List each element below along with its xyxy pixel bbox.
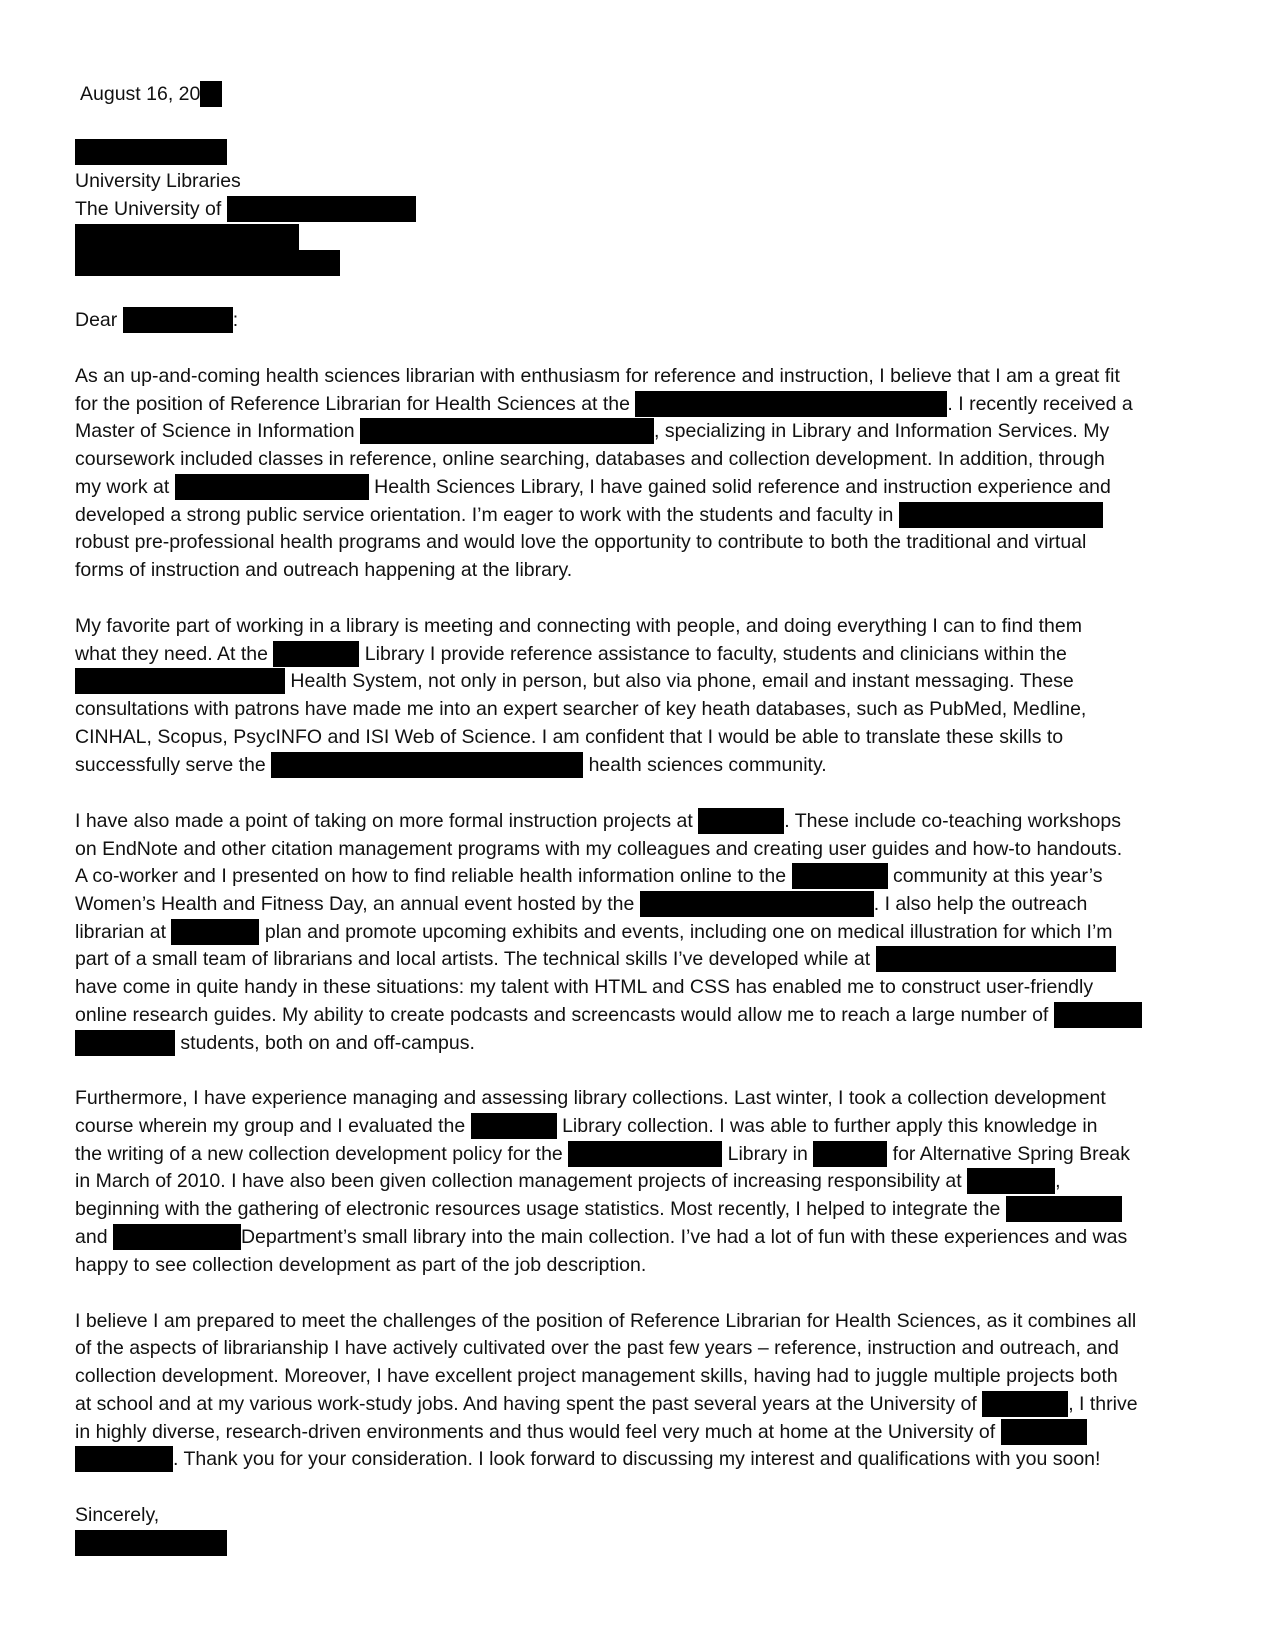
letter-line: happy to see collection development as part of the job description. — [75, 1254, 647, 1276]
redaction-bar — [698, 808, 784, 834]
letter-line: course wherein my group and I evaluated the Library collection. I was able to further apply this knowledge in — [75, 1115, 1098, 1137]
letter-line: Master of Science in Information , specializing in Library and Information Services. My — [75, 420, 1110, 442]
redaction-bar — [635, 391, 947, 417]
redaction-bar — [1001, 1419, 1087, 1445]
letter-line: online research guides. My ability to create podcasts and screencasts would allow me to reach a large number of — [75, 1002, 1142, 1028]
letter-line: students, both on and off-campus. — [75, 1030, 475, 1056]
letter-line: robust pre-professional health programs and would love the opportunity to contribute to both the traditional and virtual — [75, 531, 1087, 553]
redaction-bar — [792, 863, 888, 889]
letter-line: coursework included classes in reference, online searching, databases and collection development. In addition, through — [75, 448, 1105, 470]
redaction-bar — [75, 250, 340, 276]
salutation: Dear : — [75, 309, 239, 331]
redaction-bar — [568, 1141, 722, 1167]
redaction-bar — [1054, 1002, 1142, 1028]
letter-line: CINHAL, Scopus, PsycINFO and ISI Web of Science. I am confident that I would be able to translate these skills to — [75, 726, 1064, 748]
redaction-bar — [360, 418, 654, 444]
redaction-bar — [200, 81, 222, 107]
redaction-bar — [75, 224, 299, 250]
letter-line: and Department’s small library into the main collection. I’ve had a lot of fun with these experiences and was — [75, 1226, 1128, 1248]
redaction-bar — [75, 139, 227, 165]
redaction-bar — [273, 641, 359, 667]
letter-line: of the aspects of librarianship I have actively cultivated over the past few years – reference, instruction and outreach, and — [75, 1337, 1119, 1359]
redaction-bar — [813, 1141, 887, 1167]
letter-line: A co-worker and I presented on how to find reliable health information online to the community at this year’s — [75, 865, 1103, 887]
redaction-bar — [967, 1168, 1055, 1194]
letter-line: at school and at my various work-study jobs. And having spent the past several years at the University of , I thrive — [75, 1393, 1138, 1415]
redaction-bar — [171, 919, 259, 945]
redaction-bar — [175, 474, 369, 500]
letter-line: consultations with patrons have made me into an expert searcher of key heath databases, such as PubMed, Medline, — [75, 698, 1087, 720]
letter-line: for the position of Reference Librarian for Health Sciences at the . I recently received a — [75, 393, 1133, 415]
letter-line: forms of instruction and outreach happening at the library. — [75, 559, 573, 581]
letter-line: Furthermore, I have experience managing and assessing library collections. Last winter, I took a collection development — [75, 1087, 1106, 1109]
signature-redaction — [75, 1530, 227, 1556]
redaction-bar — [982, 1391, 1068, 1417]
letter-line: As an up-and-coming health sciences librarian with enthusiasm for reference and instruction, I believe that I am a great fit — [75, 365, 1120, 387]
letter-line: in highly diverse, research-driven environments and thus would feel very much at home at the University of — [75, 1419, 1087, 1445]
redaction-bar — [227, 196, 416, 222]
letter-line: My favorite part of working in a library is meeting and connecting with people, and doing everything I can to find them — [75, 615, 1082, 637]
redaction-bar — [75, 1030, 175, 1056]
letter-line: the writing of a new collection development policy for the Library in for Alternative Spring Break — [75, 1143, 1131, 1165]
letter-line: librarian at plan and promote upcoming exhibits and events, including one on medical illustration for which I’m — [75, 921, 1113, 943]
redaction-bar — [640, 891, 874, 917]
recipient-line: The University of — [75, 196, 416, 222]
letter-line: have come in quite handy in these situations: my talent with HTML and CSS has enabled me to construct user-friendly — [75, 976, 1094, 998]
redaction-bar — [876, 946, 1116, 972]
letter-line: I believe I am prepared to meet the challenges of the position of Reference Librarian for Health Sciences, as it combines all — [75, 1310, 1137, 1332]
redaction-bar — [113, 1224, 241, 1250]
redaction-bar — [471, 1113, 557, 1139]
letter-line: . Thank you for your consideration. I look forward to discussing my interest and qualifications with you soon! — [75, 1446, 1100, 1472]
letter-line: my work at Health Sciences Library, I have gained solid reference and instruction experience and — [75, 476, 1111, 498]
redaction-bar — [271, 752, 583, 778]
letter-line: Women’s Health and Fitness Day, an annual event hosted by the . I also help the outreach — [75, 893, 1088, 915]
closing: Sincerely, — [75, 1504, 160, 1526]
letter-line: developed a strong public service orientation. I’m eager to work with the students and faculty in — [75, 502, 1103, 528]
redaction-bar — [1006, 1196, 1122, 1222]
letter-line: I have also made a point of taking on more formal instruction projects at . These include co-teaching workshops — [75, 810, 1121, 832]
letter-date: August 16, 20 — [80, 81, 222, 107]
letter-line: in March of 2010. I have also been given collection management projects of increasing responsibility at , — [75, 1170, 1061, 1192]
redaction-bar — [899, 502, 1103, 528]
redaction-bar — [75, 668, 285, 694]
recipient-line: University Libraries — [75, 170, 241, 192]
letter-line: beginning with the gathering of electronic resources usage statistics. Most recently, I helped to integrate the — [75, 1196, 1122, 1222]
letter-line: on EndNote and other citation management programs with my colleagues and creating user guides and how-to handouts. — [75, 838, 1123, 860]
redaction-bar — [75, 1446, 173, 1472]
letter-line: part of a small team of librarians and local artists. The technical skills I’ve developed while at — [75, 946, 1116, 972]
letter-line: what they need. At the Library I provide reference assistance to faculty, students and clinicians within the — [75, 643, 1067, 665]
letter-line: Health System, not only in person, but also via phone, email and instant messaging. These — [75, 668, 1074, 694]
letter-line: successfully serve the health sciences community. — [75, 754, 827, 776]
letter-line: collection development. Moreover, I have excellent project management skills, having had to juggle multiple projects both — [75, 1365, 1118, 1387]
redaction-bar — [123, 307, 233, 333]
